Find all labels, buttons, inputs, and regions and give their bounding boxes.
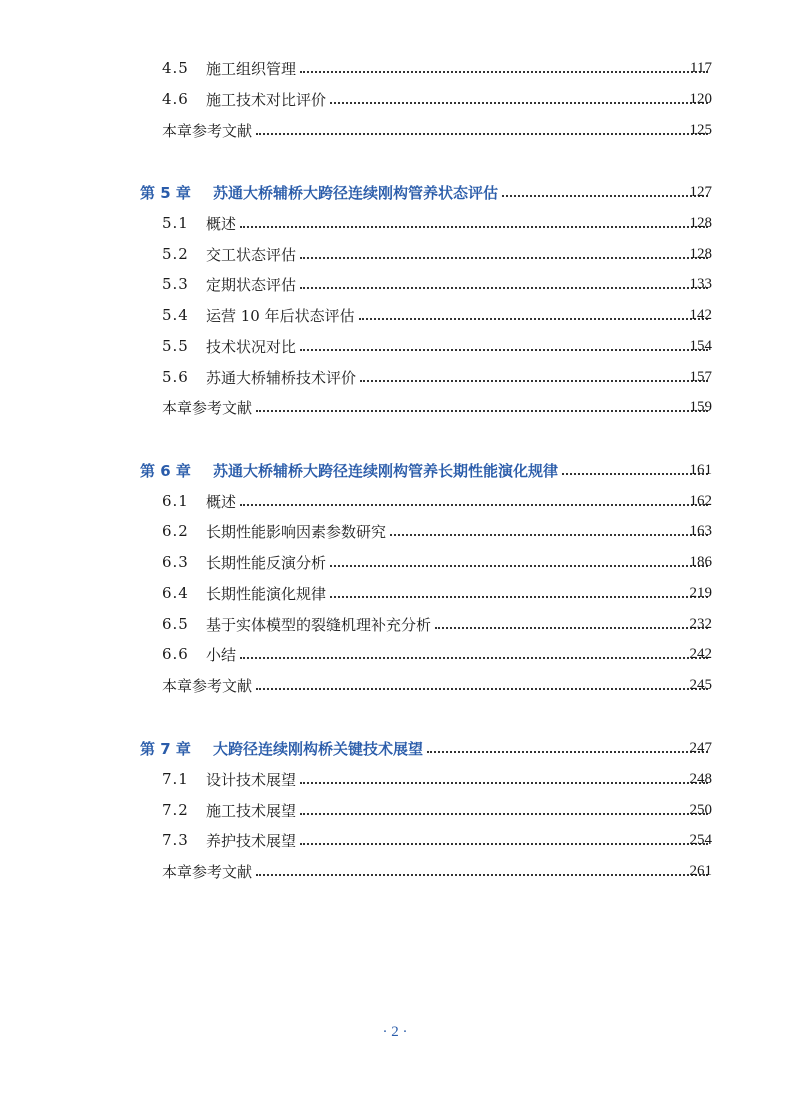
toc-section-row[interactable] bbox=[0, 333, 790, 359]
section-number: 5.1 bbox=[162, 214, 189, 232]
toc-section-row[interactable] bbox=[0, 364, 790, 390]
section-title: 设计技术展望 bbox=[206, 770, 297, 789]
page-number: 247 bbox=[689, 739, 712, 756]
toc-reference-row[interactable] bbox=[0, 672, 790, 698]
section-number: 5.2 bbox=[162, 245, 189, 263]
section-title: 定期状态评估 bbox=[206, 275, 297, 294]
chapter-label: 第 6 章 bbox=[140, 461, 191, 480]
page-number: 242 bbox=[689, 645, 712, 662]
footer-page-number: · 2 · bbox=[382, 1024, 408, 1040]
toc-section-row[interactable] bbox=[0, 302, 790, 328]
section-number: 4.5 bbox=[162, 59, 189, 77]
toc-section-row[interactable] bbox=[0, 55, 790, 81]
dot-leader bbox=[330, 596, 708, 598]
section-title: 长期性能反演分析 bbox=[206, 553, 327, 572]
dot-leader bbox=[427, 751, 708, 753]
section-title: 长期性能影响因素参数研究 bbox=[206, 522, 387, 541]
dot-leader bbox=[300, 782, 708, 784]
page-number: 154 bbox=[689, 337, 712, 354]
page-number: 248 bbox=[689, 770, 712, 787]
chapter-title: 苏通大桥辅桥大跨径连续刚构管养状态评估 bbox=[213, 183, 499, 202]
page-number: 157 bbox=[689, 368, 712, 385]
page-number: 133 bbox=[689, 275, 712, 292]
dot-leader bbox=[300, 287, 708, 289]
toc-section-row[interactable] bbox=[0, 641, 790, 667]
dot-leader bbox=[240, 657, 708, 659]
toc-section-row[interactable] bbox=[0, 210, 790, 236]
section-title: 概述 bbox=[206, 492, 237, 511]
page-number: 261 bbox=[689, 862, 712, 879]
dot-leader bbox=[300, 813, 708, 815]
dot-leader bbox=[256, 874, 708, 876]
page-number: 125 bbox=[689, 121, 712, 138]
toc-section-row[interactable] bbox=[0, 518, 790, 544]
chapter-title: 大跨径连续刚构桥关键技术展望 bbox=[213, 739, 424, 758]
dot-leader bbox=[300, 349, 708, 351]
toc-chapter-row[interactable] bbox=[0, 457, 790, 483]
section-number: 6.6 bbox=[162, 645, 189, 663]
dot-leader bbox=[300, 257, 708, 259]
section-title: 运营 10 年后状态评估 bbox=[206, 306, 355, 325]
section-title: 养护技术展望 bbox=[206, 831, 297, 850]
toc-section-row[interactable] bbox=[0, 766, 790, 792]
section-number: 5.3 bbox=[162, 275, 189, 293]
section-number: 5.5 bbox=[162, 337, 189, 355]
section-number: 4.6 bbox=[162, 90, 189, 108]
section-number: 7.3 bbox=[162, 831, 189, 849]
toc-section-row[interactable] bbox=[0, 488, 790, 514]
dot-leader bbox=[256, 410, 708, 412]
page-number: 159 bbox=[689, 398, 712, 415]
toc-reference-row[interactable] bbox=[0, 858, 790, 884]
section-number: 6.2 bbox=[162, 522, 189, 540]
page-number: 162 bbox=[689, 492, 712, 509]
reference-title: 本章参考文献 bbox=[162, 121, 253, 140]
section-title: 概述 bbox=[206, 214, 237, 233]
section-title: 长期性能演化规律 bbox=[206, 584, 327, 603]
section-title: 施工组织管理 bbox=[206, 59, 297, 78]
chapter-label: 第 5 章 bbox=[140, 183, 191, 202]
section-number: 6.5 bbox=[162, 615, 189, 633]
toc-section-row[interactable] bbox=[0, 86, 790, 112]
toc-reference-row[interactable] bbox=[0, 394, 790, 420]
section-title: 基于实体模型的裂缝机理补充分析 bbox=[206, 615, 432, 634]
chapter-title: 苏通大桥辅桥大跨径连续刚构管养长期性能演化规律 bbox=[213, 461, 559, 480]
page-number: 219 bbox=[689, 584, 712, 601]
section-number: 7.1 bbox=[162, 770, 189, 788]
toc-section-row[interactable] bbox=[0, 611, 790, 637]
page-number: 254 bbox=[689, 831, 712, 848]
dot-leader bbox=[256, 133, 708, 135]
toc-reference-row[interactable] bbox=[0, 117, 790, 143]
page-number: 186 bbox=[689, 553, 712, 570]
dot-leader bbox=[390, 534, 708, 536]
section-number: 6.3 bbox=[162, 553, 189, 571]
section-title: 技术状况对比 bbox=[206, 337, 297, 356]
page-number: 128 bbox=[689, 214, 712, 231]
toc-section-row[interactable] bbox=[0, 580, 790, 606]
section-title: 施工技术对比评价 bbox=[206, 90, 327, 109]
page-number: 117 bbox=[690, 59, 712, 76]
chapter-label: 第 7 章 bbox=[140, 739, 191, 758]
reference-title: 本章参考文献 bbox=[162, 398, 253, 417]
toc-chapter-row[interactable] bbox=[0, 179, 790, 205]
page-number: 142 bbox=[689, 306, 712, 323]
page-number: 250 bbox=[689, 801, 712, 818]
dot-leader bbox=[435, 627, 708, 629]
section-title: 施工技术展望 bbox=[206, 801, 297, 820]
dot-leader bbox=[300, 71, 708, 73]
section-number: 6.4 bbox=[162, 584, 189, 602]
dot-leader bbox=[330, 565, 708, 567]
section-title: 小结 bbox=[206, 645, 237, 664]
dot-leader bbox=[360, 380, 708, 382]
page-number: 127 bbox=[689, 183, 712, 200]
dot-leader bbox=[300, 843, 708, 845]
page-number: 232 bbox=[689, 615, 712, 632]
section-title: 苏通大桥辅桥技术评价 bbox=[206, 368, 357, 387]
toc-section-row[interactable] bbox=[0, 271, 790, 297]
toc-section-row[interactable] bbox=[0, 827, 790, 853]
page-number: 163 bbox=[689, 522, 712, 539]
dot-leader bbox=[330, 102, 708, 104]
toc-section-row[interactable] bbox=[0, 797, 790, 823]
page-number: 120 bbox=[689, 90, 712, 107]
toc-section-row[interactable] bbox=[0, 549, 790, 575]
section-number: 7.2 bbox=[162, 801, 189, 819]
reference-title: 本章参考文献 bbox=[162, 676, 253, 695]
toc-chapter-row[interactable] bbox=[0, 735, 790, 761]
section-number: 6.1 bbox=[162, 492, 189, 510]
page-number: 128 bbox=[689, 245, 712, 262]
dot-leader bbox=[256, 688, 708, 690]
reference-title: 本章参考文献 bbox=[162, 862, 253, 881]
dot-leader bbox=[502, 195, 708, 197]
section-number: 5.4 bbox=[162, 306, 189, 324]
dot-leader bbox=[240, 504, 708, 506]
section-title: 交工状态评估 bbox=[206, 245, 297, 264]
dot-leader bbox=[240, 226, 708, 228]
page-number: 245 bbox=[689, 676, 712, 693]
dot-leader bbox=[359, 318, 708, 320]
toc-section-row[interactable] bbox=[0, 241, 790, 267]
page-number: 161 bbox=[689, 461, 712, 478]
section-number: 5.6 bbox=[162, 368, 189, 386]
